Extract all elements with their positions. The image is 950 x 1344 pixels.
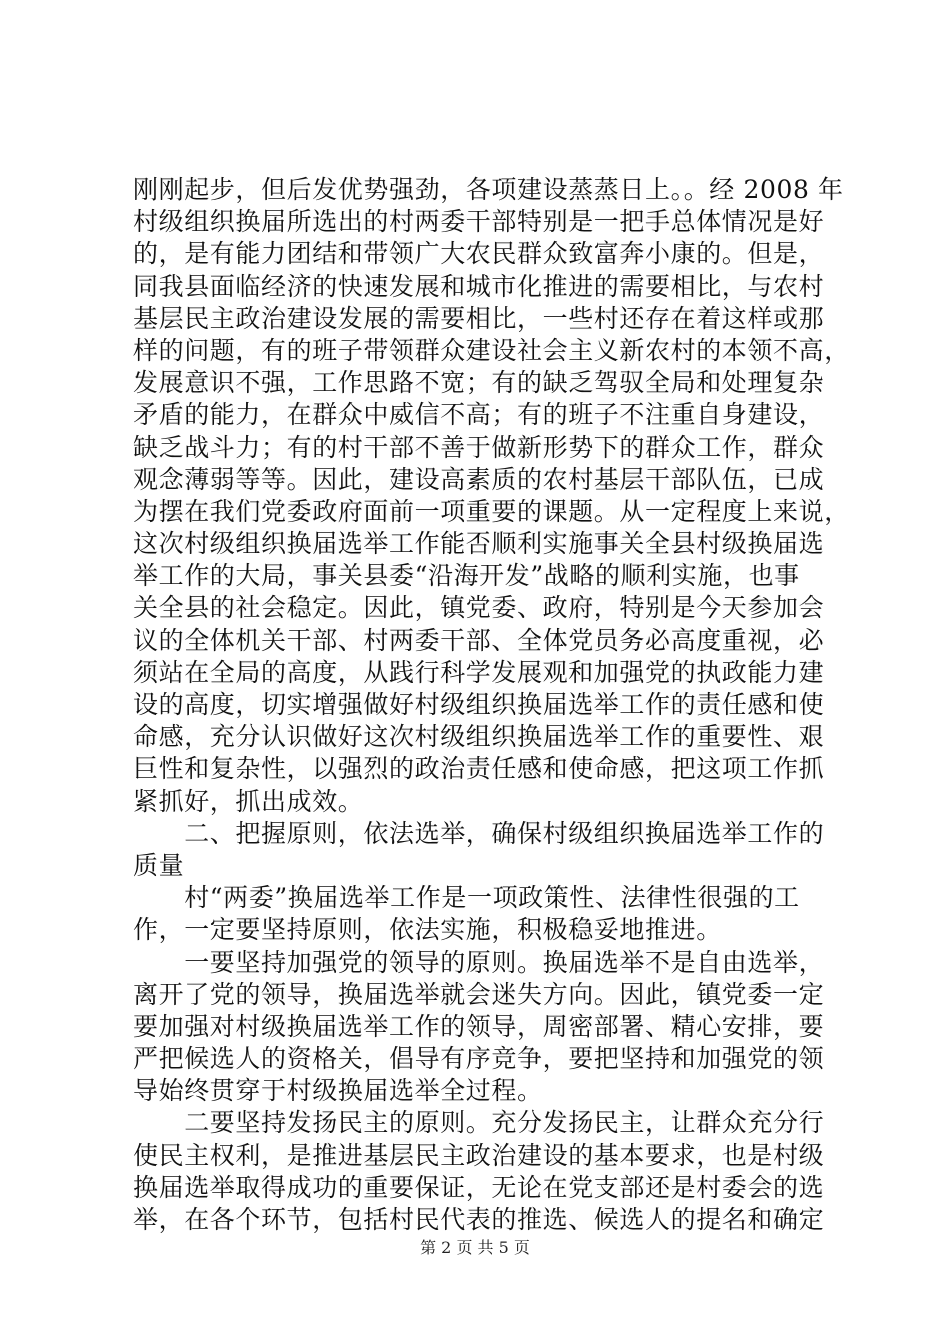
text-line: 为摆在我们党委政府面前一项重要的课题。从一定程度上来说，	[133, 496, 850, 526]
page-number-footer: 第 2 页 共 5 页	[420, 1238, 530, 1257]
text-line: 矛盾的能力，在群众中威信不高；有的班子不注重自身建设，	[133, 400, 825, 430]
text-line: 换届选举取得成功的重要保证，无论在党支部还是村委会的选	[133, 1172, 825, 1202]
text-line: 紧抓好，抓出成效。	[133, 786, 364, 816]
text-line: 设的高度，切实增强做好村级组织换届选举工作的责任感和使	[133, 690, 825, 719]
text-line: 须站在全局的高度，从践行科学发展观和加强党的执政能力建	[133, 657, 825, 687]
text-line: 基层民主政治建设发展的需要相比，一些村还存在着这样或那	[133, 303, 825, 333]
text-line: 二要坚持发扬民主的原则。充分发扬民主，让群众充分行	[133, 1108, 825, 1138]
text-line: 这次村级组织换届选举工作能否顺利实施事关全县村级换届选	[133, 529, 825, 559]
text-line: 巨性和复杂性，以强烈的政治责任感和使命感，把这项工作抓	[133, 754, 825, 784]
text-line: 使民主权利，是推进基层民主政治建设的基本要求，也是村级	[133, 1140, 825, 1170]
text-line: 作，一定要坚持原则，依法实施，积极稳妥地推进。	[133, 915, 722, 945]
text-line: 举工作的大局，事关县委“沿海开发”战略的顺利实施，也事	[133, 561, 800, 591]
text-line: 村级组织换届所选出的村两委干部特别是一把手总体情况是好	[133, 207, 825, 237]
text-line: 命感，充分认识做好这次村级组织换届选举工作的重要性、艰	[133, 722, 825, 752]
text-line: 离开了党的领导，换届选举就会迷失方向。因此，镇党委一定	[133, 979, 825, 1009]
text-line: 的，是有能力团结和带领广大农民群众致富奔小康的。但是，	[133, 239, 825, 269]
text-line: 举，在各个环节，包括村民代表的推选、候选人的提名和确定	[133, 1205, 825, 1234]
text-line: 村“两委”换届选举工作是一项政策性、法律性很强的工	[133, 883, 800, 913]
text-line: 样的问题，有的班子带领群众建设社会主义新农村的本领不高，	[133, 335, 850, 365]
text-line: 一要坚持加强党的领导的原则。换届选举不是自由选举，	[133, 947, 825, 977]
text-line: 缺乏战斗力；有的村干部不善于做新形势下的群众工作，群众	[133, 432, 825, 462]
text-line: 同我县面临经济的快速发展和城市化推进的需要相比，与农村	[133, 271, 825, 301]
text-line: 关全县的社会稳定。因此，镇党委、政府，特别是今天参加会	[133, 593, 825, 623]
section-heading: 质量	[133, 850, 185, 880]
text-line: 刚刚起步，但后发优势强劲，各项建设蒸蒸日上。。经 2008 年	[133, 175, 844, 204]
text-line: 发展意识不强，工作思路不宽；有的缺乏驾驭全局和处理复杂	[133, 368, 825, 398]
section-heading: 二、把握原则，依法选举，确保村级组织换届选举工作的	[133, 818, 825, 848]
text-line: 要加强对村级换届选举工作的领导，周密部署、精心安排，要	[133, 1011, 825, 1041]
text-line: 严把候选人的资格关，倡导有序竞争，要把坚持和加强党的领	[133, 1044, 825, 1074]
text-line: 导始终贯穿于村级换届选举全过程。	[133, 1076, 543, 1106]
text-line: 议的全体机关干部、村两委干部、全体党员务必高度重视，必	[133, 625, 825, 655]
body-text	[133, 174, 850, 1236]
text-line: 观念薄弱等等。因此，建设高素质的农村基层干部队伍，已成	[133, 464, 825, 494]
